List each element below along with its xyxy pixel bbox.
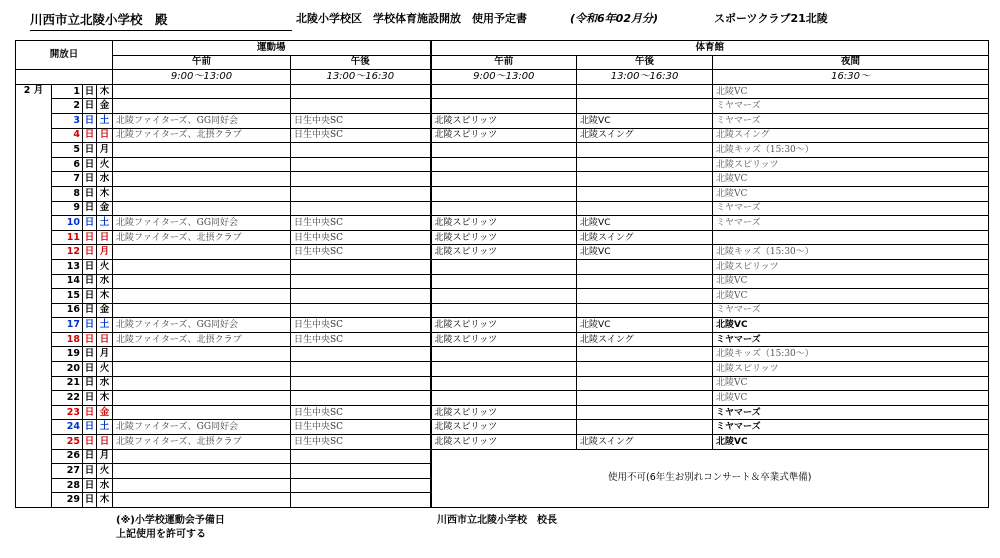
footer-approver: 川西市立北陵小学校 校長	[437, 515, 557, 526]
ground-pm-cell	[291, 493, 431, 508]
day-number: 22	[52, 391, 83, 406]
day-suffix: 日	[83, 405, 97, 420]
ground-am-cell	[113, 449, 291, 464]
gym-am-cell: 北陵スピリッツ	[431, 245, 577, 260]
club-name: スポーツクラブ21北陵	[714, 12, 828, 25]
gym-pm-cell	[577, 172, 713, 187]
gym-am-cell	[431, 274, 577, 289]
day-number: 19	[52, 347, 83, 362]
gym-am-cell	[431, 391, 577, 406]
table-row	[16, 347, 989, 362]
period-label: (令和6年02月分)	[570, 12, 659, 25]
table-row	[16, 99, 989, 114]
gym-pm-cell: 北陵スイング	[577, 128, 713, 143]
month-number: 2	[23, 84, 31, 96]
table-row	[16, 332, 989, 347]
table-row	[16, 362, 989, 377]
table-row	[16, 172, 989, 187]
table-row	[16, 216, 989, 231]
ground-am-cell	[113, 289, 291, 304]
day-number: 28	[52, 478, 83, 493]
gym-am-cell: 北陵スピリッツ	[431, 332, 577, 347]
gym-pm-header: 午後	[577, 55, 713, 70]
ground-pm-cell: 日生中央SC	[291, 245, 431, 260]
gym-unavailable-note: 使用不可(6年生お別れコンサート＆卒業式準備)	[431, 449, 989, 507]
gym-night-cell: 北陵VC	[713, 435, 989, 450]
gym-am-cell: 北陵スピリッツ	[431, 435, 577, 450]
gym-night-cell: 北陵キッズ（15:30～）	[713, 143, 989, 158]
gym-night-cell: ミヤマーズ	[713, 303, 989, 318]
table-row	[16, 449, 989, 464]
gym-am-cell	[431, 84, 577, 99]
gym-pm-cell	[577, 347, 713, 362]
ground-am-cell: 北陵ファイターズ、北摂クラブ	[113, 230, 291, 245]
gym-night-cell: ミヤマーズ	[713, 216, 989, 231]
weekday: 金	[97, 201, 113, 216]
gym-am-cell	[431, 99, 577, 114]
day-number: 25	[52, 435, 83, 450]
gym-pm-cell	[577, 289, 713, 304]
gym-pm-cell	[577, 201, 713, 216]
date-header: 開放日	[16, 41, 113, 70]
ground-pm-cell	[291, 259, 431, 274]
day-number: 8	[52, 186, 83, 201]
gym-night-cell: ミヤマーズ	[713, 201, 989, 216]
gym-night-cell: ミヤマーズ	[713, 99, 989, 114]
day-suffix: 日	[83, 245, 97, 260]
day-number: 9	[52, 201, 83, 216]
ground-pm-cell	[291, 274, 431, 289]
ground-pm-cell	[291, 478, 431, 493]
day-suffix: 日	[83, 157, 97, 172]
day-suffix: 日	[83, 332, 97, 347]
day-number: 17	[52, 318, 83, 333]
table-row	[16, 128, 989, 143]
weekday: 月	[97, 245, 113, 260]
ground-pm-cell: 日生中央SC	[291, 332, 431, 347]
gym-header: 体育館	[431, 41, 989, 56]
table-row	[16, 245, 989, 260]
day-number: 10	[52, 216, 83, 231]
ground-pm-cell	[291, 303, 431, 318]
gym-night-cell: 北陵スピリッツ	[713, 362, 989, 377]
day-suffix: 日	[83, 216, 97, 231]
ground-am-cell	[113, 391, 291, 406]
ground-pm-cell	[291, 362, 431, 377]
footer-note-reserve: (※)小学校運動会予備日	[116, 515, 225, 526]
ground-am-cell: 北陵ファイターズ、GG同好会	[113, 318, 291, 333]
weekday: 水	[97, 172, 113, 187]
table-row	[16, 318, 989, 333]
ground-pm-cell: 日生中央SC	[291, 435, 431, 450]
ground-pm-cell: 日生中央SC	[291, 216, 431, 231]
weekday: 月	[97, 347, 113, 362]
day-suffix: 日	[83, 230, 97, 245]
table-row	[16, 376, 989, 391]
gym-night-cell	[713, 230, 989, 245]
gym-pm-cell	[577, 157, 713, 172]
gym-night-cell: 北陵VC	[713, 391, 989, 406]
ground-pm-cell	[291, 289, 431, 304]
ground-am-cell	[113, 376, 291, 391]
day-suffix: 日	[83, 303, 97, 318]
gym-am-cell	[431, 259, 577, 274]
day-suffix: 日	[83, 420, 97, 435]
ground-am-cell	[113, 347, 291, 362]
ground-am-cell	[113, 464, 291, 479]
ground-am-cell: 北陵ファイターズ、北摂クラブ	[113, 332, 291, 347]
ground-am-cell	[113, 201, 291, 216]
day-number: 21	[52, 376, 83, 391]
gym-am-cell	[431, 186, 577, 201]
day-number: 6	[52, 157, 83, 172]
ground-pm-cell	[291, 391, 431, 406]
header-row-2	[16, 55, 989, 70]
day-number: 2	[52, 99, 83, 114]
weekday: 金	[97, 405, 113, 420]
gym-pm-cell	[577, 143, 713, 158]
weekday: 火	[97, 362, 113, 377]
weekday: 金	[97, 99, 113, 114]
table-row	[16, 420, 989, 435]
gym-night-cell: 北陵VC	[713, 274, 989, 289]
day-number: 13	[52, 259, 83, 274]
ground-pm-cell	[291, 449, 431, 464]
gym-pm-cell: 北陵VC	[577, 216, 713, 231]
day-suffix: 日	[83, 362, 97, 377]
table-row	[16, 201, 989, 216]
gym-pm-cell	[577, 391, 713, 406]
day-number: 27	[52, 464, 83, 479]
ground-am-cell	[113, 362, 291, 377]
weekday: 火	[97, 259, 113, 274]
gym-pm-cell	[577, 405, 713, 420]
gym-am-cell	[431, 201, 577, 216]
day-suffix: 日	[83, 478, 97, 493]
ground-pm-cell	[291, 84, 431, 99]
gym-night-cell: 北陵スピリッツ	[713, 259, 989, 274]
gym-pm-cell	[577, 420, 713, 435]
day-number: 4	[52, 128, 83, 143]
ground-am-cell	[113, 186, 291, 201]
gym-am-time: 9:00～13:00	[431, 70, 577, 85]
ground-pm-cell	[291, 186, 431, 201]
gym-am-cell	[431, 347, 577, 362]
day-number: 3	[52, 113, 83, 128]
gym-pm-cell	[577, 274, 713, 289]
ground-am-cell: 北陵ファイターズ、GG同好会	[113, 113, 291, 128]
ground-am-time: 9:00～13:00	[113, 70, 291, 85]
footer-note-permit: 上記使用を許可する	[116, 529, 206, 540]
weekday: 月	[97, 449, 113, 464]
weekday: 木	[97, 84, 113, 99]
gym-night-cell: 北陵VC	[713, 376, 989, 391]
day-suffix: 日	[83, 113, 97, 128]
gym-night-cell: 北陵VC	[713, 186, 989, 201]
weekday: 木	[97, 493, 113, 508]
weekday: 火	[97, 157, 113, 172]
gym-am-cell	[431, 362, 577, 377]
ground-pm-cell: 日生中央SC	[291, 405, 431, 420]
ground-header: 運動場	[113, 41, 431, 56]
table-row	[16, 143, 989, 158]
weekday: 水	[97, 376, 113, 391]
gym-am-cell	[431, 157, 577, 172]
ground-am-cell	[113, 143, 291, 158]
schedule-table	[15, 40, 989, 508]
day-suffix: 日	[83, 318, 97, 333]
ground-am-cell	[113, 245, 291, 260]
day-number: 18	[52, 332, 83, 347]
gym-night-cell: ミヤマーズ	[713, 113, 989, 128]
ground-pm-cell	[291, 172, 431, 187]
table-row	[16, 186, 989, 201]
gym-pm-time: 13:00～16:30	[577, 70, 713, 85]
schedule-body	[16, 84, 989, 507]
gym-night-time: 16:30～	[713, 70, 989, 85]
day-suffix: 日	[83, 289, 97, 304]
gym-am-cell: 北陵スピリッツ	[431, 128, 577, 143]
table-row	[16, 84, 989, 99]
day-number: 12	[52, 245, 83, 260]
gym-night-cell: 北陵VC	[713, 318, 989, 333]
header-row-time	[16, 70, 989, 85]
day-suffix: 日	[83, 84, 97, 99]
header-row-1	[16, 41, 989, 56]
day-number: 7	[52, 172, 83, 187]
weekday: 日	[97, 435, 113, 450]
day-suffix: 日	[83, 99, 97, 114]
ground-pm-header: 午後	[291, 55, 431, 70]
table-row	[16, 157, 989, 172]
gym-night-cell: ミヤマーズ	[713, 332, 989, 347]
day-suffix: 日	[83, 347, 97, 362]
day-number: 15	[52, 289, 83, 304]
table-row	[16, 259, 989, 274]
weekday: 土	[97, 216, 113, 231]
gym-pm-cell	[577, 84, 713, 99]
ground-am-cell	[113, 84, 291, 99]
ground-am-header: 午前	[113, 55, 291, 70]
gym-am-cell: 北陵スピリッツ	[431, 230, 577, 245]
day-number: 26	[52, 449, 83, 464]
day-suffix: 日	[83, 376, 97, 391]
gym-pm-cell	[577, 186, 713, 201]
table-row	[16, 113, 989, 128]
ground-pm-cell: 日生中央SC	[291, 318, 431, 333]
gym-night-cell: ミヤマーズ	[713, 420, 989, 435]
day-number: 16	[52, 303, 83, 318]
day-suffix: 日	[83, 128, 97, 143]
table-row	[16, 303, 989, 318]
day-suffix: 日	[83, 391, 97, 406]
gym-night-header: 夜間	[713, 55, 989, 70]
ground-am-cell	[113, 405, 291, 420]
weekday: 日	[97, 128, 113, 143]
weekday: 木	[97, 186, 113, 201]
table-row	[16, 274, 989, 289]
ground-am-cell	[113, 157, 291, 172]
weekday: 月	[97, 143, 113, 158]
gym-am-cell	[431, 303, 577, 318]
gym-pm-cell	[577, 362, 713, 377]
weekday: 日	[97, 332, 113, 347]
weekday: 土	[97, 318, 113, 333]
gym-night-cell: 北陵VC	[713, 84, 989, 99]
ground-am-cell: 北陵ファイターズ、北摂クラブ	[113, 128, 291, 143]
gym-pm-cell: 北陵スイング	[577, 435, 713, 450]
ground-am-cell	[113, 274, 291, 289]
document-title: 北陵小学校区 学校体育施設開放 使用予定書	[296, 12, 527, 25]
addressee-title: 川西市立北陵小学校 殿	[30, 10, 292, 31]
ground-pm-cell	[291, 464, 431, 479]
date-time-blank	[16, 70, 113, 85]
ground-pm-cell	[291, 157, 431, 172]
ground-am-cell	[113, 259, 291, 274]
gym-night-cell: 北陵VC	[713, 172, 989, 187]
weekday: 水	[97, 478, 113, 493]
table-row	[16, 391, 989, 406]
gym-am-cell: 北陵スピリッツ	[431, 216, 577, 231]
day-number: 20	[52, 362, 83, 377]
weekday: 日	[97, 230, 113, 245]
day-number: 23	[52, 405, 83, 420]
gym-night-cell: 北陵スイング	[713, 128, 989, 143]
month-suffix: 月	[33, 84, 44, 96]
day-number: 29	[52, 493, 83, 508]
gym-am-header: 午前	[431, 55, 577, 70]
day-suffix: 日	[83, 274, 97, 289]
gym-am-cell	[431, 376, 577, 391]
table-row	[16, 405, 989, 420]
ground-pm-cell: 日生中央SC	[291, 420, 431, 435]
ground-am-cell: 北陵ファイターズ、GG同好会	[113, 216, 291, 231]
gym-am-cell: 北陵スピリッツ	[431, 318, 577, 333]
day-number: 14	[52, 274, 83, 289]
gym-pm-cell: 北陵VC	[577, 245, 713, 260]
day-number: 11	[52, 230, 83, 245]
weekday: 金	[97, 303, 113, 318]
weekday: 水	[97, 274, 113, 289]
ground-pm-cell	[291, 99, 431, 114]
day-suffix: 日	[83, 186, 97, 201]
day-number: 1	[52, 84, 83, 99]
weekday: 木	[97, 289, 113, 304]
ground-pm-cell	[291, 376, 431, 391]
weekday: 土	[97, 113, 113, 128]
day-number: 5	[52, 143, 83, 158]
gym-pm-cell	[577, 259, 713, 274]
ground-am-cell	[113, 303, 291, 318]
ground-pm-cell	[291, 143, 431, 158]
ground-am-cell: 北陵ファイターズ、北摂クラブ	[113, 435, 291, 450]
ground-am-cell	[113, 99, 291, 114]
gym-pm-cell	[577, 303, 713, 318]
table-row	[16, 435, 989, 450]
gym-am-cell: 北陵スピリッツ	[431, 405, 577, 420]
gym-pm-cell: 北陵VC	[577, 113, 713, 128]
weekday: 木	[97, 391, 113, 406]
ground-pm-cell	[291, 201, 431, 216]
ground-am-cell	[113, 172, 291, 187]
gym-night-cell: 北陵VC	[713, 289, 989, 304]
ground-pm-cell	[291, 347, 431, 362]
gym-night-cell: ミヤマーズ	[713, 405, 989, 420]
ground-pm-cell: 日生中央SC	[291, 230, 431, 245]
gym-night-cell: 北陵スピリッツ	[713, 157, 989, 172]
day-suffix: 日	[83, 201, 97, 216]
month-cell	[16, 84, 52, 507]
gym-night-cell: 北陵キッズ（15:30～）	[713, 347, 989, 362]
ground-am-cell: 北陵ファイターズ、GG同好会	[113, 420, 291, 435]
ground-am-cell	[113, 478, 291, 493]
day-number: 24	[52, 420, 83, 435]
gym-am-cell: 北陵スピリッツ	[431, 113, 577, 128]
day-suffix: 日	[83, 449, 97, 464]
gym-am-cell: 北陵スピリッツ	[431, 420, 577, 435]
ground-am-cell	[113, 493, 291, 508]
ground-pm-cell: 日生中央SC	[291, 113, 431, 128]
day-suffix: 日	[83, 143, 97, 158]
gym-am-cell	[431, 289, 577, 304]
day-suffix: 日	[83, 464, 97, 479]
gym-night-cell: 北陵キッズ（15:30～）	[713, 245, 989, 260]
gym-pm-cell	[577, 376, 713, 391]
table-row	[16, 230, 989, 245]
day-suffix: 日	[83, 172, 97, 187]
gym-pm-cell	[577, 99, 713, 114]
weekday: 土	[97, 420, 113, 435]
ground-pm-cell: 日生中央SC	[291, 128, 431, 143]
day-suffix: 日	[83, 493, 97, 508]
table-row	[16, 289, 989, 304]
ground-pm-time: 13:00～16:30	[291, 70, 431, 85]
weekday: 火	[97, 464, 113, 479]
gym-am-cell	[431, 143, 577, 158]
day-suffix: 日	[83, 259, 97, 274]
gym-am-cell	[431, 172, 577, 187]
gym-pm-cell: 北陵VC	[577, 318, 713, 333]
gym-pm-cell: 北陵スイング	[577, 230, 713, 245]
day-suffix: 日	[83, 435, 97, 450]
gym-pm-cell: 北陵スイング	[577, 332, 713, 347]
